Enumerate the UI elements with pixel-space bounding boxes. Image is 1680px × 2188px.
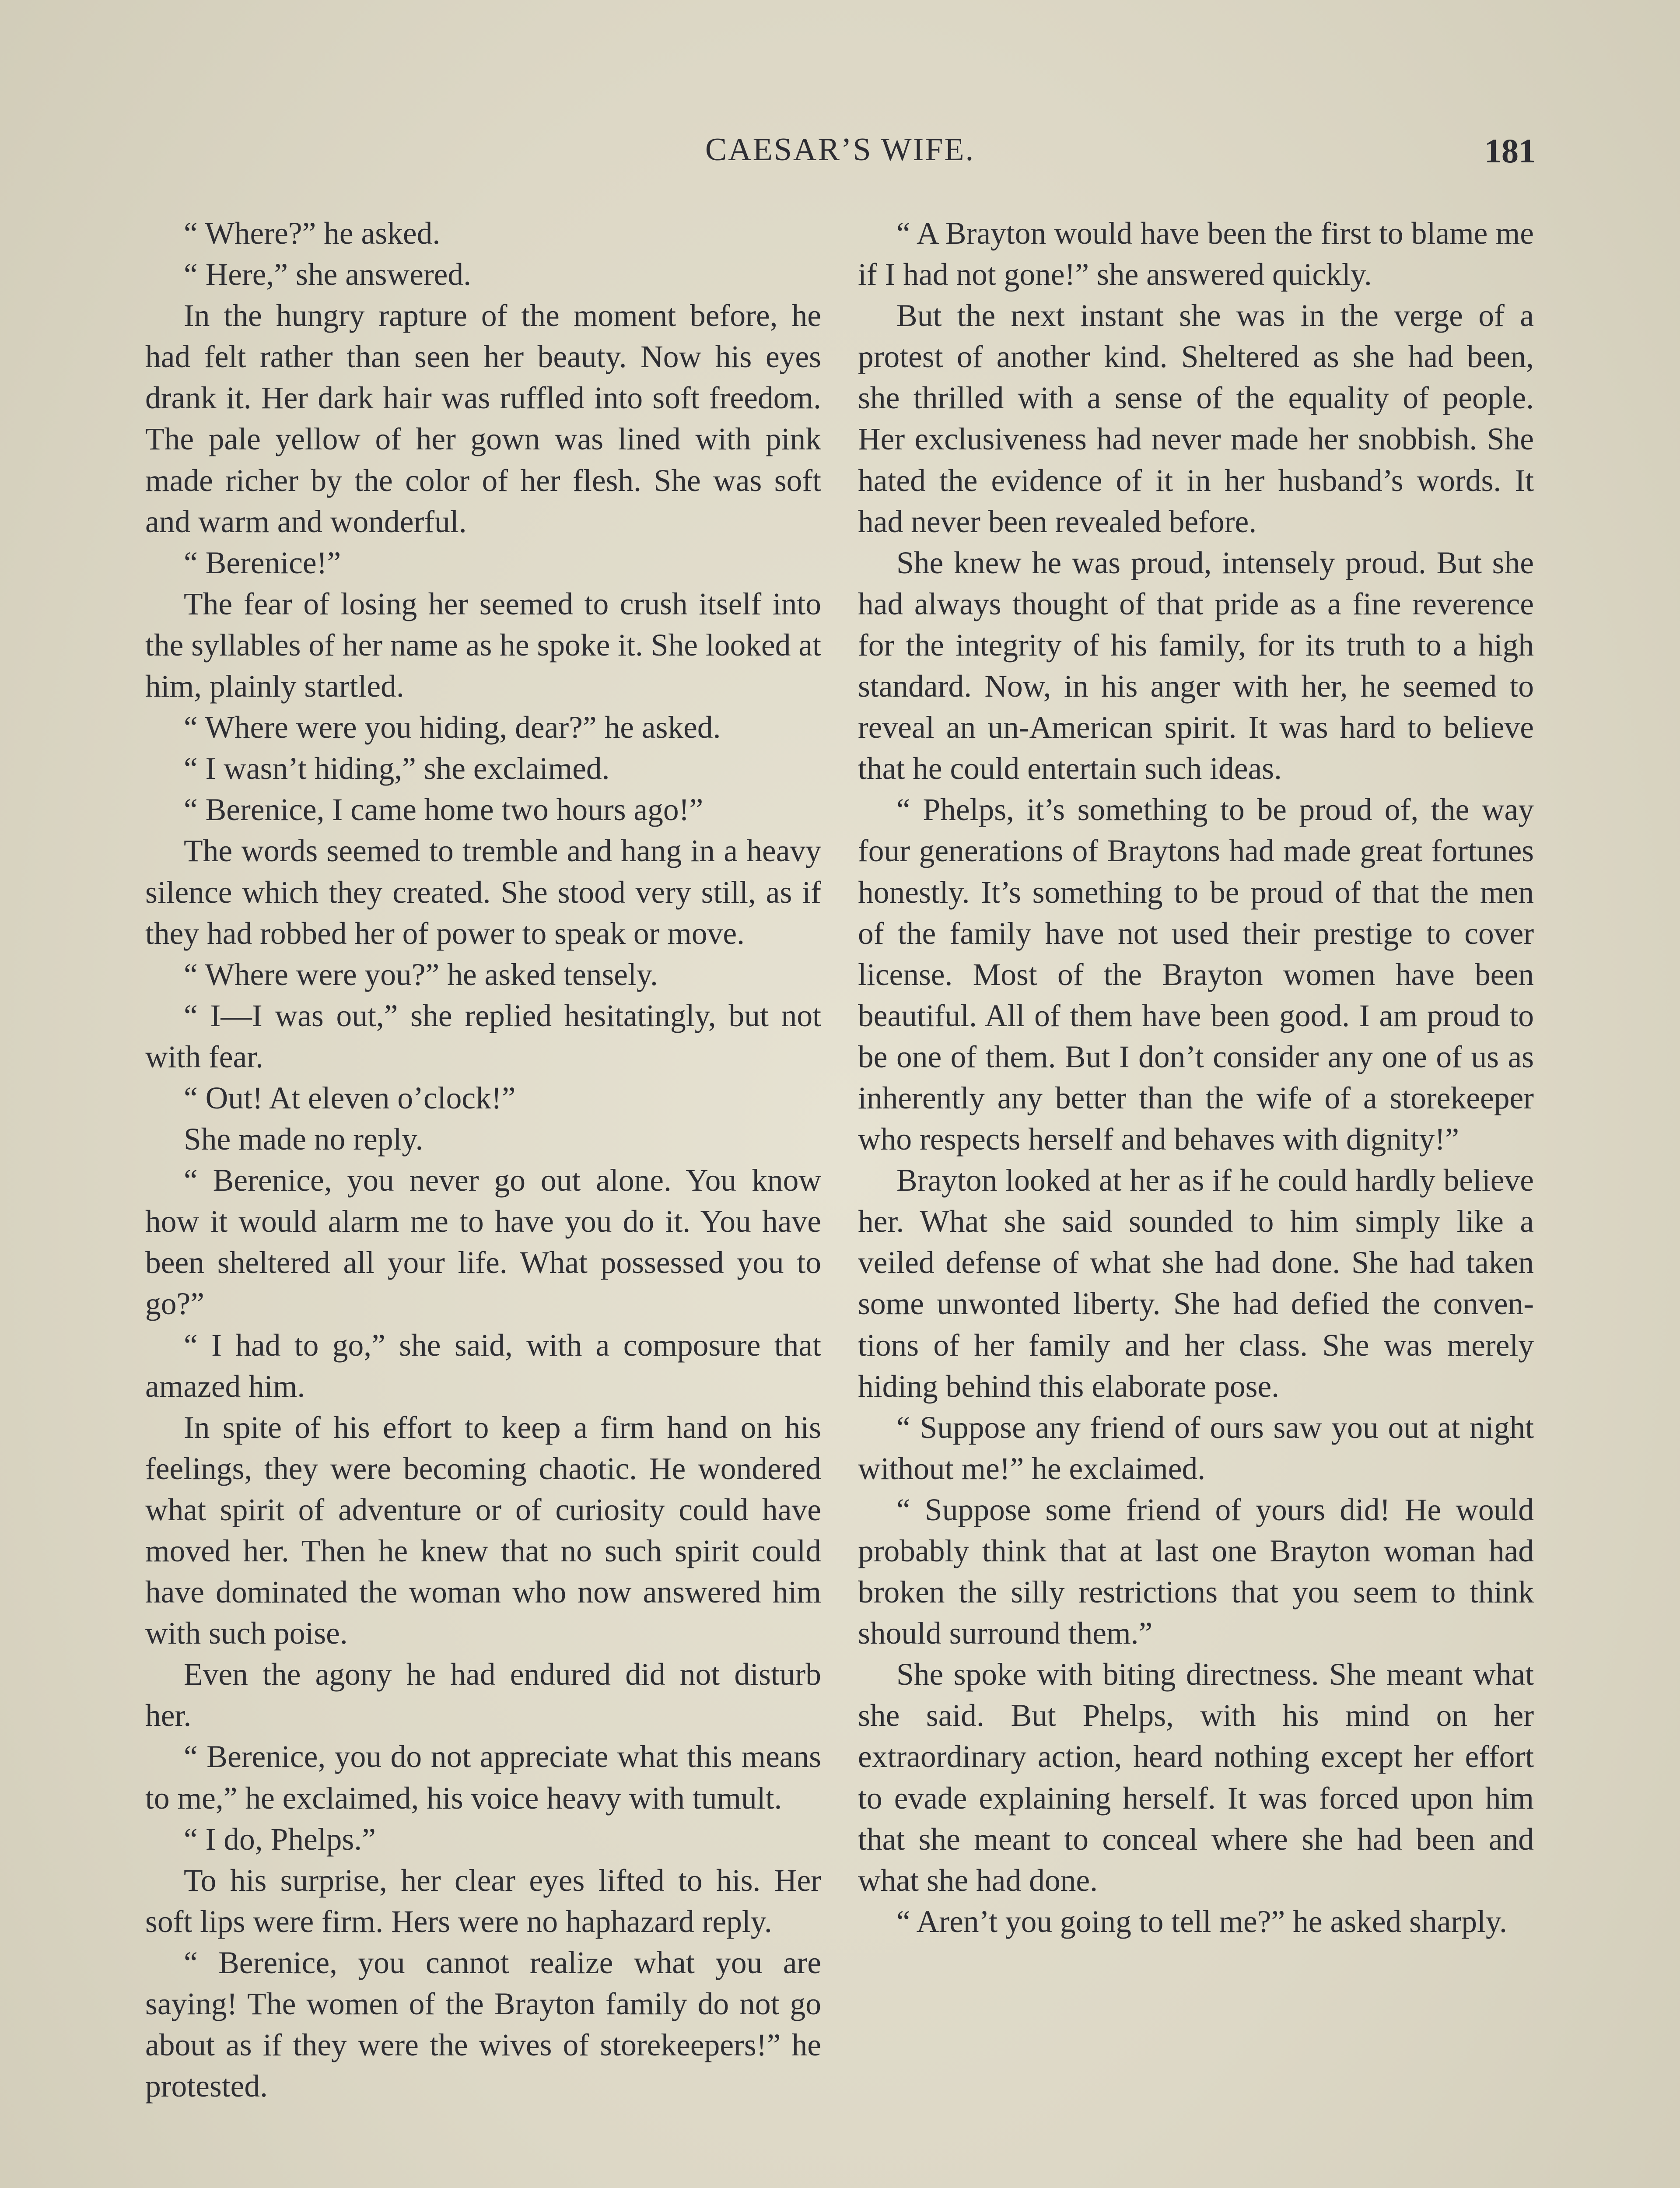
right-column [858, 213, 1534, 1943]
paragraph: Brayton looked at her as if he could hardly believe her. What she said sounded to him simply like a veiled defense of what she had done. She had taken some unwonted liberty. She had defied the conventions of her family and her class. She was merely hiding behind this elaborate pose. [858, 1163, 1534, 1404]
paragraph: “ I had to go,” she said, with a composure that amazed him. [145, 1328, 821, 1404]
paragraph: She spoke with biting directness. She meant what she said. But Phelps, with his mind on her extraordinary action, heard nothing except her effort to evade explaining herself. It was forced upon him that she meant to conceal where she had been and what she had done. [858, 1657, 1534, 1898]
paragraph: “ A Brayton would have been the first to blame me if I had not gone!” she answered quickly. [858, 216, 1534, 292]
paragraph: To his surprise, her clear eyes lifted to his. Her soft lips were firm. Hers were no haphazard reply. [145, 1863, 821, 1939]
paragraph: “ I do, Phelps.” [184, 1822, 376, 1857]
paragraph: “ Berenice, you cannot realize what you are saying! The women of the Brayton family do not go about as if they were the wives of storekeepers!” he protested. [145, 1945, 821, 2104]
left-column [145, 213, 821, 2107]
page-header [144, 131, 1536, 179]
paragraph: “ Where were you hiding, dear?” he asked. [184, 710, 721, 745]
paragraph: “ Berenice, I came home two hours ago!” [184, 792, 704, 828]
paragraph: In spite of his effort to keep a firm hand on his feelings, they were becoming chaotic. He wondered what spirit of adventure or of curiosity could have moved her. Then he knew that no such spirit could have dominated the woman who now answered him with such poise. [145, 1410, 821, 1651]
paragraph: “ Suppose any friend of ours saw you out at night without me!” he exclaimed. [858, 1410, 1534, 1486]
paragraph: In the hungry rapture of the moment before, he had felt rather than seen her beauty. Now his eyes drank it. Her dark hair was ruffled into soft freedom. The pale yellow of her gown was lined with pink made richer by the color of her flesh. She was soft and warm and wonderful. [145, 298, 821, 539]
paragraph: “ Berenice, you do not appreciate what this means to me,” he exclaimed, his voice heavy with tumult. [145, 1739, 821, 1816]
paragraph: She made no reply. [184, 1122, 424, 1157]
paragraph: “ I—I was out,” she replied hesitatingly, but not with fear. [145, 998, 821, 1074]
paragraph: “ Out! At eleven o’clock!” [184, 1080, 516, 1115]
paragraph: “ Phelps, it’s something to be proud of, the way four generations of Braytons had made great fortunes honestly. It’s something to be proud of that the men of the family have not used their prestige to cover license. Most of the Brayton women have been beautiful. All of them have been good. I am proud to be one of them. But I don’t consider any one of us as inherently any better than the wife of a storekeeper who respects herself and behaves with dignity!” [858, 792, 1534, 1157]
paragraph: “ I wasn’t hiding,” she exclaimed. [184, 751, 610, 786]
paragraph: Even the agony he had endured did not disturb her. [145, 1657, 821, 1733]
paragraph: “ Where were you?” he asked tensely. [184, 957, 658, 992]
running-head: CAESAR’S WIFE. [705, 132, 975, 168]
paragraph: The words seemed to tremble and hang in a heavy silence which they created. She stood very still, as if they had robbed her of power to speak or move. [145, 834, 821, 951]
paragraph: But the next instant she was in the verge of a protest of another kind. Sheltered as she had been, she thrilled with a sense of the equality of people. Her exclusiveness had never made her snobbish. She hated the evidence of it in her husband’s words. It had never been revealed before. [858, 298, 1534, 539]
page-number: 181 [1484, 132, 1536, 170]
paragraph: “ Where?” he asked. [184, 216, 441, 251]
paragraph: “ Here,” she answered. [184, 257, 472, 292]
paragraph: She knew he was proud, intensely proud. But she had always thought of that pride as a fine reverence for the integrity of his family, for its truth to a high standard. Now, in his anger with her, he seemed to reveal an un-American spirit. It was hard to believe that he could entertain such ideas. [858, 545, 1534, 786]
paragraph: “ Berenice, you never go out alone. You know how it would alarm me to have you do it. You have been sheltered all your life. What possessed you to go?” [145, 1163, 821, 1322]
paragraph: “ Suppose some friend of yours did! He would probably think that at last one Brayton woman had broken the silly restrictions that you seem to think should surround them.” [858, 1492, 1534, 1651]
paragraph: The fear of losing her seemed to crush itself into the syllables of her name as he spoke it. She looked at him, plainly startled. [145, 586, 821, 704]
paragraph: “ Aren’t you going to tell me?” he asked sharply. [896, 1904, 1507, 1939]
paragraph: “ Berenice!” [184, 545, 341, 580]
